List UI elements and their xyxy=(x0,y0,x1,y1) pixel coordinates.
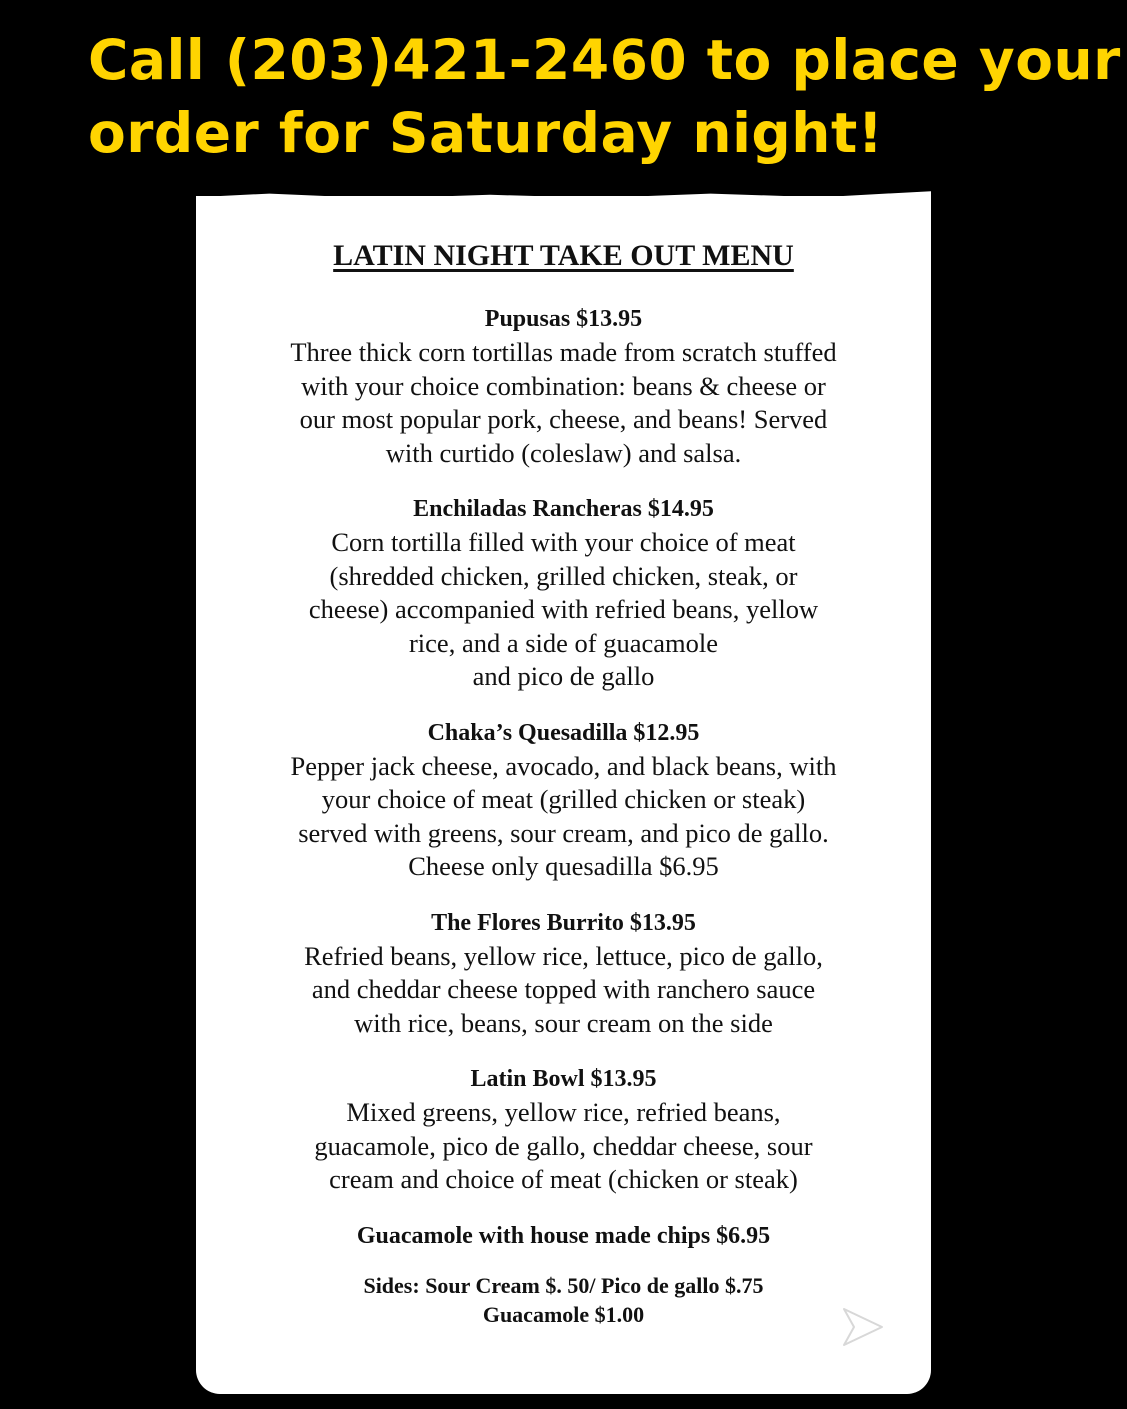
menu-item-name: Latin Bowl $13.95 xyxy=(470,1066,657,1092)
menu-item-pupusas xyxy=(196,302,931,470)
menu-item-name: Enchiladas Rancheras $14.95 xyxy=(413,496,714,522)
sides-line-1: Sides: Sour Cream $. 50/ Pico de gallo $.75 xyxy=(363,1272,764,1298)
menu-content xyxy=(196,236,931,1329)
banner-line-2: order for Saturday night! xyxy=(88,101,884,165)
menu-item-quesadilla xyxy=(196,716,931,884)
menu-item-name: The Flores Burrito $13.95 xyxy=(431,909,696,936)
menu-item-description: Pepper jack cheese, avocado, and black beans, with your choice of meat (grilled chicken or steak) served with greens, sour cream, and pico de gallo. Cheese only quesadilla $6.95 xyxy=(290,750,837,881)
banner-line-1: Call (203)421-2460 to place your xyxy=(88,28,1121,92)
menu-item-description: Mixed greens, yellow rice, refried beans, guacamole, pico de gallo, cheddar cheese, sour cream and choice of meat (chicken or steak) xyxy=(314,1097,813,1194)
menu-title: LATIN NIGHT TAKE OUT MENU xyxy=(333,239,794,272)
menu-item-latin-bowl xyxy=(196,1062,931,1197)
menu-item-guacamole-chips: Guacamole with house made chips $6.95 xyxy=(356,1222,771,1249)
menu-item-burrito xyxy=(196,906,931,1041)
next-arrow-icon[interactable] xyxy=(838,1303,888,1351)
menu-item-enchiladas xyxy=(196,492,931,694)
sides-line-2: Guacamole $1.00 xyxy=(482,1301,645,1327)
menu-item-name: Pupusas $13.95 xyxy=(484,306,643,332)
menu-item-description: Refried beans, yellow rice, lettuce, pico de gallo, and cheddar cheese topped with ranchero sauce with rice, beans, sour cream on the side xyxy=(304,940,823,1038)
menu-item-name: Chaka’s Quesadilla $12.95 xyxy=(427,719,700,746)
call-to-order-banner xyxy=(88,24,1121,170)
menu-item-description: Corn tortilla filled with your choice of meat (shredded chicken, grilled chicken, steak, or cheese) accompanied with refried beans, yellow rice, and a side of guacamole and pico de gallo xyxy=(308,527,819,691)
menu-item-description: Three thick corn tortillas made from scratch stuffed with your choice combination: beans & cheese or our most popular pork, cheese, and beans! Served with curtido (coleslaw) and salsa. xyxy=(290,337,837,468)
